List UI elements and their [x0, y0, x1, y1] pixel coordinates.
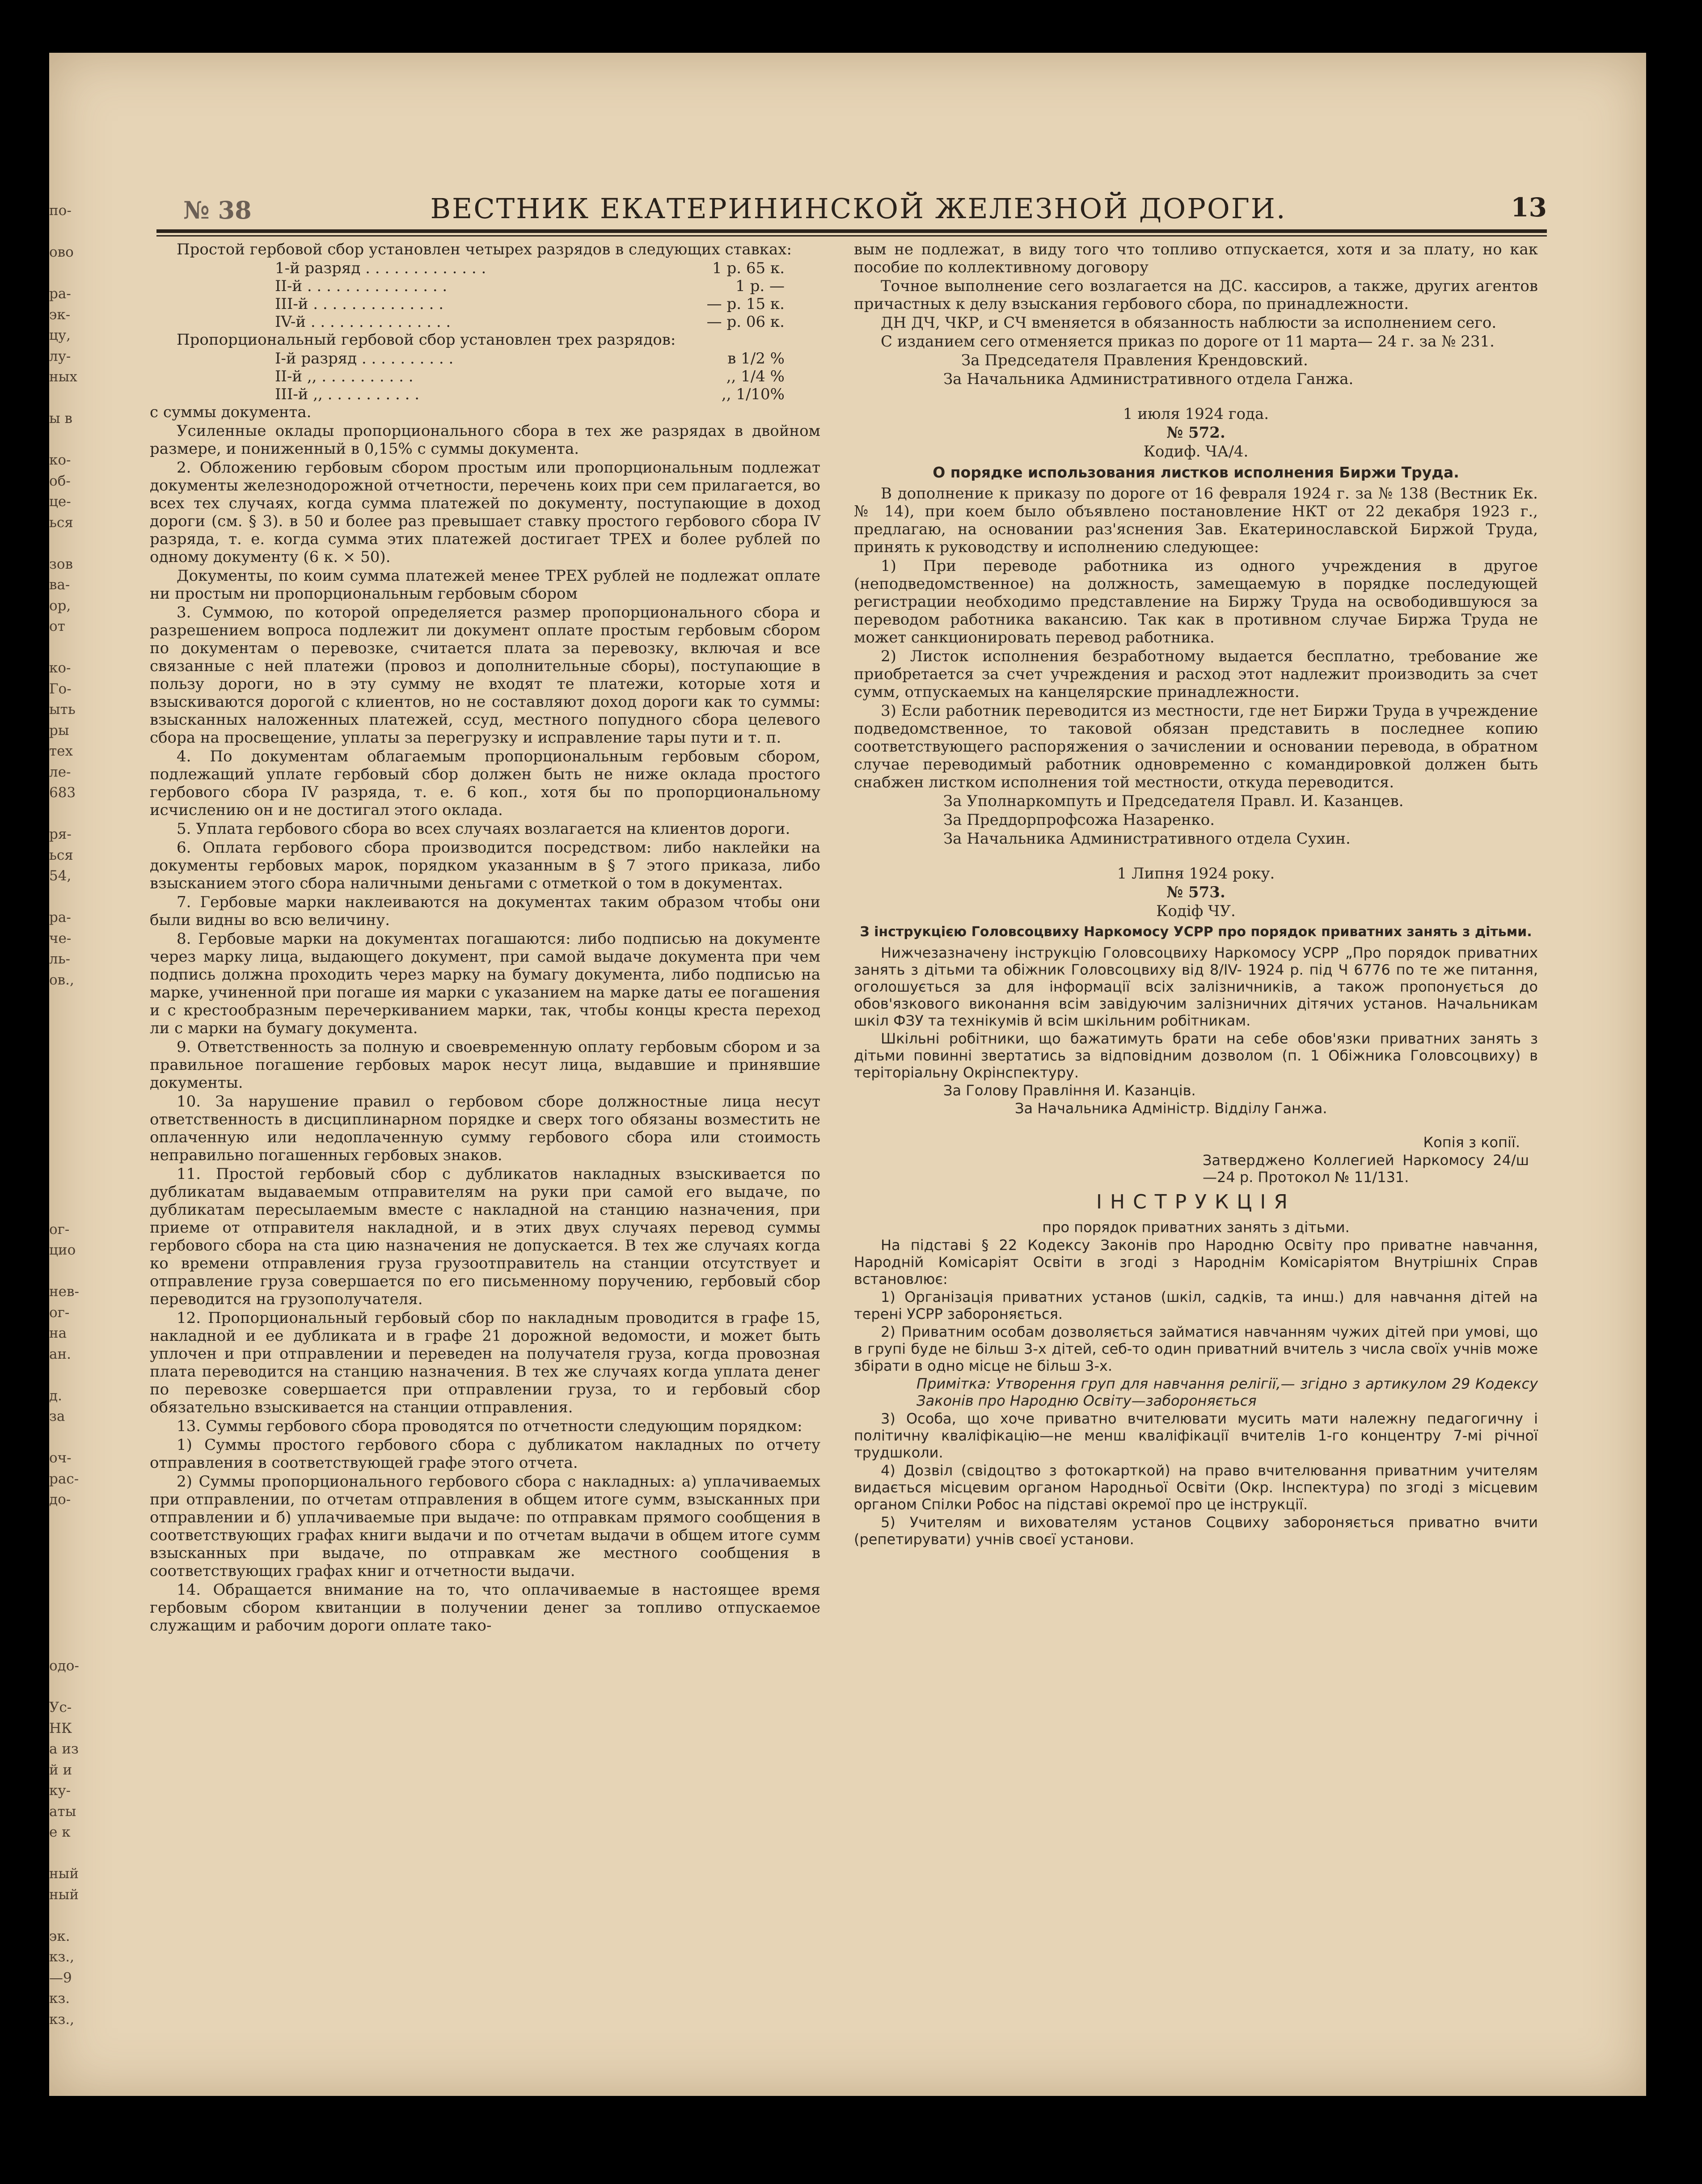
paragraph: В дополнение к приказу по дороге от 16 февраля 1924 г. за № 138 (Вестник Ек. № 14), при коем было объявлено постановление НКТ от 22 декабря 1923 г., предлагаю, на основании раз'яснения Зав. Екатеринославской Биржой Труда, принять к руководству и исполнению следующее:	[854, 485, 1538, 556]
neighbor-fragment	[49, 1053, 112, 1074]
instruction-title: ІНСТРУКЦІЯ	[1096, 1191, 1296, 1213]
neighbor-fragment	[49, 1178, 112, 1199]
paragraph: 4) Дозвіл (свідоцтво з фотокарткой) на право вчителювання приватним учителям видається місцевим органом Народньої Освіти (Окр. Інспектура) по згоді з місцевим органом Спілки Робос на підставі окремої про це інструкції.	[854, 1462, 1538, 1513]
neighbor-fragment: от	[49, 618, 65, 634]
paragraph: вым не подлежат, в виду того что топливо отпускается, хотя и за плату, но как пособие по коллективному договору	[854, 241, 1538, 276]
paragraph: 12. Пропорциональный гербовый сбор по накладным проводится в графе 15, накладной и ее дубликата и в графе 21 дорожной ведомости, и может быть уплочен и при отправлении и переведен на получателя груза, когда провозная плата переводится на станцию назначения. В тех же случаях когда уплата денег по перевозке совершается при отправлении груза, то и гербовый сбор обязательно взыскивается на станции отправления.	[150, 1309, 820, 1416]
signature: За Голову Правління И. Казанців.	[943, 1082, 1196, 1099]
neighbor-fragment: ко-	[49, 660, 71, 676]
neighbor-fragment: тех	[49, 743, 73, 759]
neighbor-fragment: це-	[49, 494, 71, 510]
neighbor-fragment: цу,	[49, 327, 71, 343]
rate-name: II-й . . . . . . . . . . . . . . .	[275, 277, 448, 295]
neighbor-fragment: 54,	[49, 868, 72, 884]
neighbor-fragment	[49, 1261, 112, 1282]
neighbor-fragment: Ус-	[49, 1699, 72, 1715]
neighbor-fragment: одо-	[49, 1658, 79, 1674]
signature: За Начальника Административного отдела Сухин.	[943, 830, 1351, 848]
rate-value: ,, 1/4 %	[726, 368, 785, 385]
neighbor-fragment: кз.,	[49, 1949, 74, 1965]
neighbor-fragment: 683	[49, 785, 76, 801]
neighbor-fragment	[49, 803, 112, 824]
approval-note: Затверджено Коллегией Наркомосу 24/ш—24 р. Протокол № 11/131.	[1203, 1152, 1529, 1186]
paragraph: На підставі § 22 Кодексу Законів про Народню Освіту про приватне навчання, Народній Комісаріят Освіти в згоді з Народнім Комісаріятом Внутрішніх Справ встановлює:	[854, 1237, 1538, 1288]
neighbor-fragment	[49, 1364, 112, 1386]
neighbor-fragment: ор,	[49, 597, 71, 614]
neighbor-fragment	[49, 1593, 112, 1614]
paragraph: Нижчезазначену інструкцію Головсоцвиху Наркомосу УСРР „Про порядок приватних занять з дітьми та обіжник Головсоцвиху від 8/IV- 1924 р. під Ч 6776 по те же питання, оголошується за для інформації всіх залізничників, а також пропонується до обов'язкового виконання всім завідуючим залізничних дітячих установ. Начальникам шкіл ФЗУ та технікумів й всім шкільним робітникам.	[854, 944, 1538, 1029]
neighbor-fragment: ог-	[49, 1304, 70, 1321]
neighbor-fragment	[49, 1094, 112, 1115]
order-code: Кодіф ЧУ.	[1156, 902, 1236, 920]
paragraph: Шкільні робітники, що бажатимуть брати на себе обов'язки приватних занять з дітьми повинні звертатись за відповідним дозволом (п. 1 Обіжника Головсоцвиху) в теріторіальну Окрінспектуру.	[854, 1030, 1538, 1081]
right-column	[854, 241, 1538, 1549]
neighbor-fragment: до-	[49, 1491, 71, 1508]
paragraph: 3. Суммою, по которой определяется размер пропорционального сбора и разрешением вопроса подлежит ли документ оплате простым гербовым сбором по документам о перевозке, считается плата за перевозку, включая и все связанные с ней платежи (провоз и дополнительные сборы), поступающие в пользу дороги, но в эту сумму не входят те платежи, которые хотя и взыскиваются дорогой с клиентов, но не составляют доход дороги как то суммы: взысканных наложенных платежей, ссуд, местного попудного сбора целевого сбора на просвещение, уплаты за перегрузку и исправление тары пути и т. п.	[150, 604, 820, 747]
paragraph: Пропорциональный гербовой сбор установлен трех разрядов:	[177, 331, 676, 349]
page-header	[134, 142, 1583, 225]
neighbor-fragment: ва-	[49, 577, 70, 593]
neighbor-fragment	[49, 1136, 112, 1157]
rate-value: в 1/2 %	[727, 350, 785, 368]
paragraph: 7. Гербовые марки наклеиваются на документах таким образом чтобы они были видны во всю величину.	[150, 893, 820, 929]
order-title: З інструкцією Головсоцвиху Наркомосу УСРР про порядок приватних занять з дітьми.	[860, 924, 1532, 940]
rate-name: II-й ,, . . . . . . . . . .	[275, 368, 414, 385]
neighbor-fragment: ле-	[49, 764, 71, 780]
signature: За Начальника Административного отдела Ганжа.	[943, 370, 1354, 388]
paragraph: Усиленные оклады пропорционального сбора в тех же разрядах в двойном размере, и пониженный в 0,15% с суммы документа.	[150, 422, 820, 458]
neighbor-fragment: ный	[49, 1866, 79, 1882]
neighbor-fragment: ово	[49, 244, 74, 260]
neighbor-fragment: ры	[49, 722, 69, 739]
neighbor-fragment: ог-	[49, 1221, 70, 1238]
neighbor-fragment	[49, 533, 112, 554]
paragraph: ДН ДЧ, ЧКР, и СЧ вменяется в обязанность наблюсти за исполнением сего.	[881, 314, 1497, 332]
paragraph: 1) Суммы простого гербового сбора с дубликатом накладных по отчету отправления в соответствующей графе этого отчета.	[150, 1436, 820, 1472]
simple-rates-list	[150, 259, 820, 331]
neighbor-fragment: лу-	[49, 348, 71, 364]
neighbor-fragment: ов.,	[49, 972, 74, 988]
order-title: О порядке использования листков исполнения Биржи Труда.	[933, 464, 1459, 481]
order-number: № 572.	[1166, 424, 1225, 442]
paragraph: 9. Ответственность за полную и своевременную оплату гербовым сбором и за правильное погашение гербовых марок несут лица, выдавшие и принявшие документы.	[150, 1038, 820, 1092]
order-code: Кодиф. ЧА/4.	[1143, 443, 1249, 460]
neighbor-page-fragments	[49, 200, 112, 2028]
neighbor-fragment: ан.	[49, 1346, 71, 1362]
signature: За Преддорпрофсожа Назаренко.	[943, 811, 1215, 829]
paragraph: 5. Уплата гербового сбора во всех случаях возлагается на клиентов дороги.	[177, 820, 790, 838]
rate-row	[150, 385, 820, 403]
paragraph: 11. Простой гербовый сбор с дубликатов накладных взыскивается по дубликатам выдаваемым отправителям на руки при самой его выдаче, по дубликатам пересылаемым вместе с накладной на станцию назначения, при приеме от отправителя накладной, и в этих двух случаях перевод суммы гербового сбора на ста цию назначения не допускается. В тех же случаях когда ко времени отправления груза грузоотправитель на станции отсутствует и отправление груза совершается по его письменному поручению, гербовый сбор переводится на грузополучателя.	[150, 1165, 820, 1308]
neighbor-fragment: аты	[49, 1803, 76, 1820]
neighbor-fragment	[49, 1510, 112, 1531]
neighbor-fragment: ыть	[49, 701, 76, 718]
paragraph: 3) Особа, що хоче приватно вчителювати мусить мати належну педагогичну і політичну кваліфікацію—не менш кваліфікації вчителів 1-го концентру 7-мі річної трудшколи.	[854, 1410, 1538, 1461]
rate-row	[150, 295, 820, 313]
order-number: № 573.	[1166, 883, 1225, 901]
instruction-subtitle: про порядок приватних занять з дітьми.	[1042, 1219, 1350, 1236]
paragraph: 2) Суммы пропорционального гербового сбора с накладных: а) уплачиваемых при отправлении, по отчетам отправления в общем итоге сумм, взысканных при отправлении и б) уплачиваемые при выдаче: по отправкам прямого сообщения в соответствующих графах книги выдачи и по отчетам выдачи в общем итоге сумм взысканных при выдаче, по отправкам же местного сообщения в соответствующих графах книг и отчетности выдачи.	[150, 1473, 820, 1580]
neighbor-fragment	[49, 1677, 112, 1698]
neighbor-fragment	[49, 1843, 112, 1864]
paragraph: С изданием сего отменяется приказ по дороге от 11 марта— 24 г. за № 231.	[881, 333, 1495, 351]
header-rule-thick	[156, 229, 1547, 233]
note: Примітка: Утворення груп для навчання релігії,— згідно з артикулом 29 Кодексу Законів про Народню Освіту—забороняється	[916, 1375, 1538, 1409]
neighbor-fragment: ку-	[49, 1783, 71, 1799]
paragraph: 1) Організація приватних установ (шкіл, садків, та инш.) для навчання дітей на терені УСРР забороняється.	[854, 1288, 1538, 1322]
copy-note: Копія з копії.	[1423, 1134, 1520, 1151]
neighbor-fragment: оч-	[49, 1450, 72, 1466]
neighbor-fragment: й и	[49, 1762, 72, 1778]
order-date: 1 Липня 1924 року.	[1117, 865, 1275, 883]
neighbor-fragment: кз.,	[49, 2011, 74, 2028]
neighbor-fragment: кз.	[49, 1990, 70, 2007]
neighbor-fragment: ль-	[49, 951, 71, 967]
paragraph: 1) При переводе работника из одного учреждения в другое (неподведомственное) на должность, замещаемую в порядке последующей регистрации необходимо представление на Биржу Труда на освободившуюся за переводом работника вакансию. Так как в противном случае Биржа Труда не может санкционировать перевод работника.	[854, 557, 1538, 646]
neighbor-fragment: эк-	[49, 306, 71, 323]
neighbor-fragment: е к	[49, 1824, 71, 1840]
neighbor-fragment: д.	[49, 1387, 62, 1404]
neighbor-fragment	[49, 1635, 112, 1656]
neighbor-fragment	[49, 1115, 112, 1136]
rate-row	[150, 350, 820, 368]
rate-row	[150, 259, 820, 277]
rate-row	[150, 368, 820, 385]
neighbor-fragment: на	[49, 1325, 67, 1341]
neighbor-fragment: по-	[49, 203, 72, 219]
neighbor-fragment	[49, 429, 112, 450]
journal-title: ВЕСТНИК ЕКАТЕРИНИНСКОЙ ЖЕЛЕЗНОЙ ДОРОГИ.	[430, 192, 1287, 225]
neighbor-fragment	[49, 221, 112, 242]
rate-value: ,, 1/10%	[721, 385, 785, 403]
rate-name: I-й разряд . . . . . . . . . .	[275, 350, 454, 368]
neighbor-fragment	[49, 1905, 112, 1926]
neighbor-fragment	[49, 263, 112, 284]
neighbor-fragment: ный	[49, 1886, 79, 1903]
paragraph: 10. За нарушение правил о гербовом сборе должностные лица несут ответственность в дисциплинарном порядке и сверх того обязаны возместить не оплаченную или недоплаченную сумму гербового сбора или стоимость неправильно погашенных гербовых знаков.	[150, 1093, 820, 1164]
order-date: 1 июля 1924 года.	[1123, 405, 1269, 423]
neighbor-fragment: ко-	[49, 452, 71, 468]
rate-row	[150, 277, 820, 295]
neighbor-fragment: Го-	[49, 680, 72, 697]
neighbor-fragment: ься	[49, 514, 73, 531]
rate-row	[150, 313, 820, 331]
paragraph: 13. Суммы гербового сбора проводятся по отчетности следующим порядком:	[177, 1417, 802, 1435]
neighbor-fragment: ра-	[49, 909, 71, 925]
paragraph: 8. Гербовые марки на документах погашаются: либо подписью на документе через марку лица, выдающего документ, при самой выдаче документа при чем подпись должна проходить через марку на бумагу документа, либо подписью на марке, учиненной при погаше ия марки с указанием на марке даты ее погашения и с крестообразным перечеркиванием марки, так, чтобы концы креста переход ли с марки на бумагу документа.	[150, 930, 820, 1037]
neighbor-fragment	[49, 1011, 112, 1032]
document-page	[49, 53, 1646, 2096]
neighbor-fragment	[49, 1157, 112, 1178]
neighbor-fragment: ных	[49, 369, 77, 385]
neighbor-fragment: НК	[49, 1720, 72, 1736]
paragraph: Документы, по коим сумма платежей менее ТРЕХ рублей не подлежат оплате ни простым ни пропорциональным гербовым сбором	[150, 567, 820, 603]
paragraph: 2) Приватним особам дозволяється займатися навчанням чужих дітей при умові, що в групі буде не більш 3-х дітей, себ-то один приватний вчитель з числа своїх учнів може збірати в одно місце не більш 3-х.	[854, 1323, 1538, 1374]
neighbor-fragment: нев-	[49, 1284, 79, 1300]
paragraph: 14. Обращается внимание на то, что оплачиваемые в настоящее время гербовым сбором квитанции в получении денег за топливо отпускаемое служащим и рабочим дороги оплате тако-	[150, 1581, 820, 1635]
neighbor-fragment: цио	[49, 1242, 76, 1258]
issue-number: № 38	[183, 196, 252, 224]
neighbor-fragment: зов	[49, 556, 73, 572]
rate-name: IV-й . . . . . . . . . . . . . . .	[275, 313, 451, 331]
neighbor-fragment	[49, 1032, 112, 1053]
neighbor-fragment	[49, 1427, 112, 1448]
paragraph: 2) Листок исполнения безработному выдается бесплатно, требование же приобретается за счет учреждения и расход этот надлежит производить за счет сумм, отпускаемых на канцелярские принадлежности.	[854, 647, 1538, 701]
rate-value: — р. 15 к.	[706, 295, 785, 313]
paragraph: Простой гербовой сбор установлен четырех разрядов в следующих ставках:	[177, 241, 792, 258]
left-column	[150, 241, 820, 1635]
neighbor-fragment: а из	[49, 1741, 79, 1757]
neighbor-fragment	[49, 1198, 112, 1219]
neighbor-fragment	[49, 1552, 112, 1573]
rate-value: 1 р. 65 к.	[712, 259, 785, 277]
neighbor-fragment: че-	[49, 930, 72, 946]
rate-value: 1 р. —	[735, 277, 785, 295]
paragraph: 4. По документам облагаемым пропорциональным гербовым сбором, подлежащий уплате гербовый сбор должен быть не ниже оклада простого гербового сбора IV разряда, т. е. 6 коп., хотя бы по пропорциональному исчислению он и не достигал этого оклада.	[150, 748, 820, 819]
neighbor-fragment	[49, 1531, 112, 1552]
neighbor-fragment	[49, 887, 112, 908]
rate-name: III-й ,, . . . . . . . . . .	[275, 385, 420, 403]
paragraph: 2. Обложению гербовым сбором простым или пропорциональным подлежат документы железнодорожной отчетности, перечень коих при сем прилагается, во всех тех случаях, когда сумма платежей по документу, поступающие в доход дороги (см. § 3). в 50 и более раз превышает ставку простого гербового сбора IV разряда, т. е. когда сумма этих платежей достигает ТРЕХ и более рублей по одному документу (6 к. × 50).	[150, 459, 820, 566]
rate-name: III-й . . . . . . . . . . . . . .	[275, 295, 444, 313]
neighbor-fragment: —9	[49, 1969, 72, 1986]
neighbor-fragment: рас-	[49, 1470, 79, 1487]
neighbor-fragment	[49, 637, 112, 658]
signature: За Уполнаркомпуть и Председателя Правл. И. Казанцев.	[943, 792, 1404, 810]
paragraph: с суммы документа.	[150, 403, 312, 421]
signature: За Председателя Правления Крендовский.	[961, 351, 1308, 369]
paragraph: 6. Оплата гербового сбора производится посредством: либо наклейки на документы гербовых марок, порядком указанным в § 7 этого приказа, либо взысканием этого сбора наличными деньгами с отметкой о том в документах.	[150, 839, 820, 892]
neighbor-fragment	[49, 1572, 112, 1593]
neighbor-fragment: эк.	[49, 1928, 70, 1944]
neighbor-fragment	[49, 1614, 112, 1635]
ukrainian-section	[854, 944, 1538, 1548]
neighbor-fragment: ы в	[49, 410, 72, 427]
neighbor-fragment: ра-	[49, 286, 71, 302]
neighbor-fragment: об-	[49, 473, 71, 489]
signature: За Начальника Адміністр. Відділу Ганжа.	[1015, 1100, 1327, 1117]
neighbor-fragment: за	[49, 1408, 65, 1424]
rate-name: 1-й разряд . . . . . . . . . . . . .	[275, 259, 486, 277]
neighbor-fragment	[49, 990, 112, 1011]
header-rule-thin	[156, 235, 1547, 237]
neighbor-fragment	[49, 1073, 112, 1094]
neighbor-fragment	[49, 388, 112, 409]
neighbor-fragment: ься	[49, 847, 73, 863]
paragraph: 3) Если работник переводится из местности, где нет Биржи Труда в учреждение подведомственное, то таковой обязан представить в последнее копию соответствующего распоряжения о зачислении и основании перевода, в обратном случае переводимый работник одновременно с командировкой должен быть снабжен листком исполнения той местности, откуда переводится.	[854, 702, 1538, 791]
proportional-rates-list	[150, 350, 820, 403]
paragraph: Точное выполнение сего возлагается на ДС. кассиров, а также, других агентов причастных к делу взыскания гербового сбора, по принадлежности.	[854, 277, 1538, 313]
rate-value: — р. 06 к.	[706, 313, 785, 331]
page-number: 13	[1511, 192, 1547, 223]
paragraph: 5) Учителям и вихователям установ Соцвиху забороняється приватно вчити (репетирувати) учнів своєї установи.	[854, 1514, 1538, 1548]
neighbor-fragment: ря-	[49, 826, 72, 842]
